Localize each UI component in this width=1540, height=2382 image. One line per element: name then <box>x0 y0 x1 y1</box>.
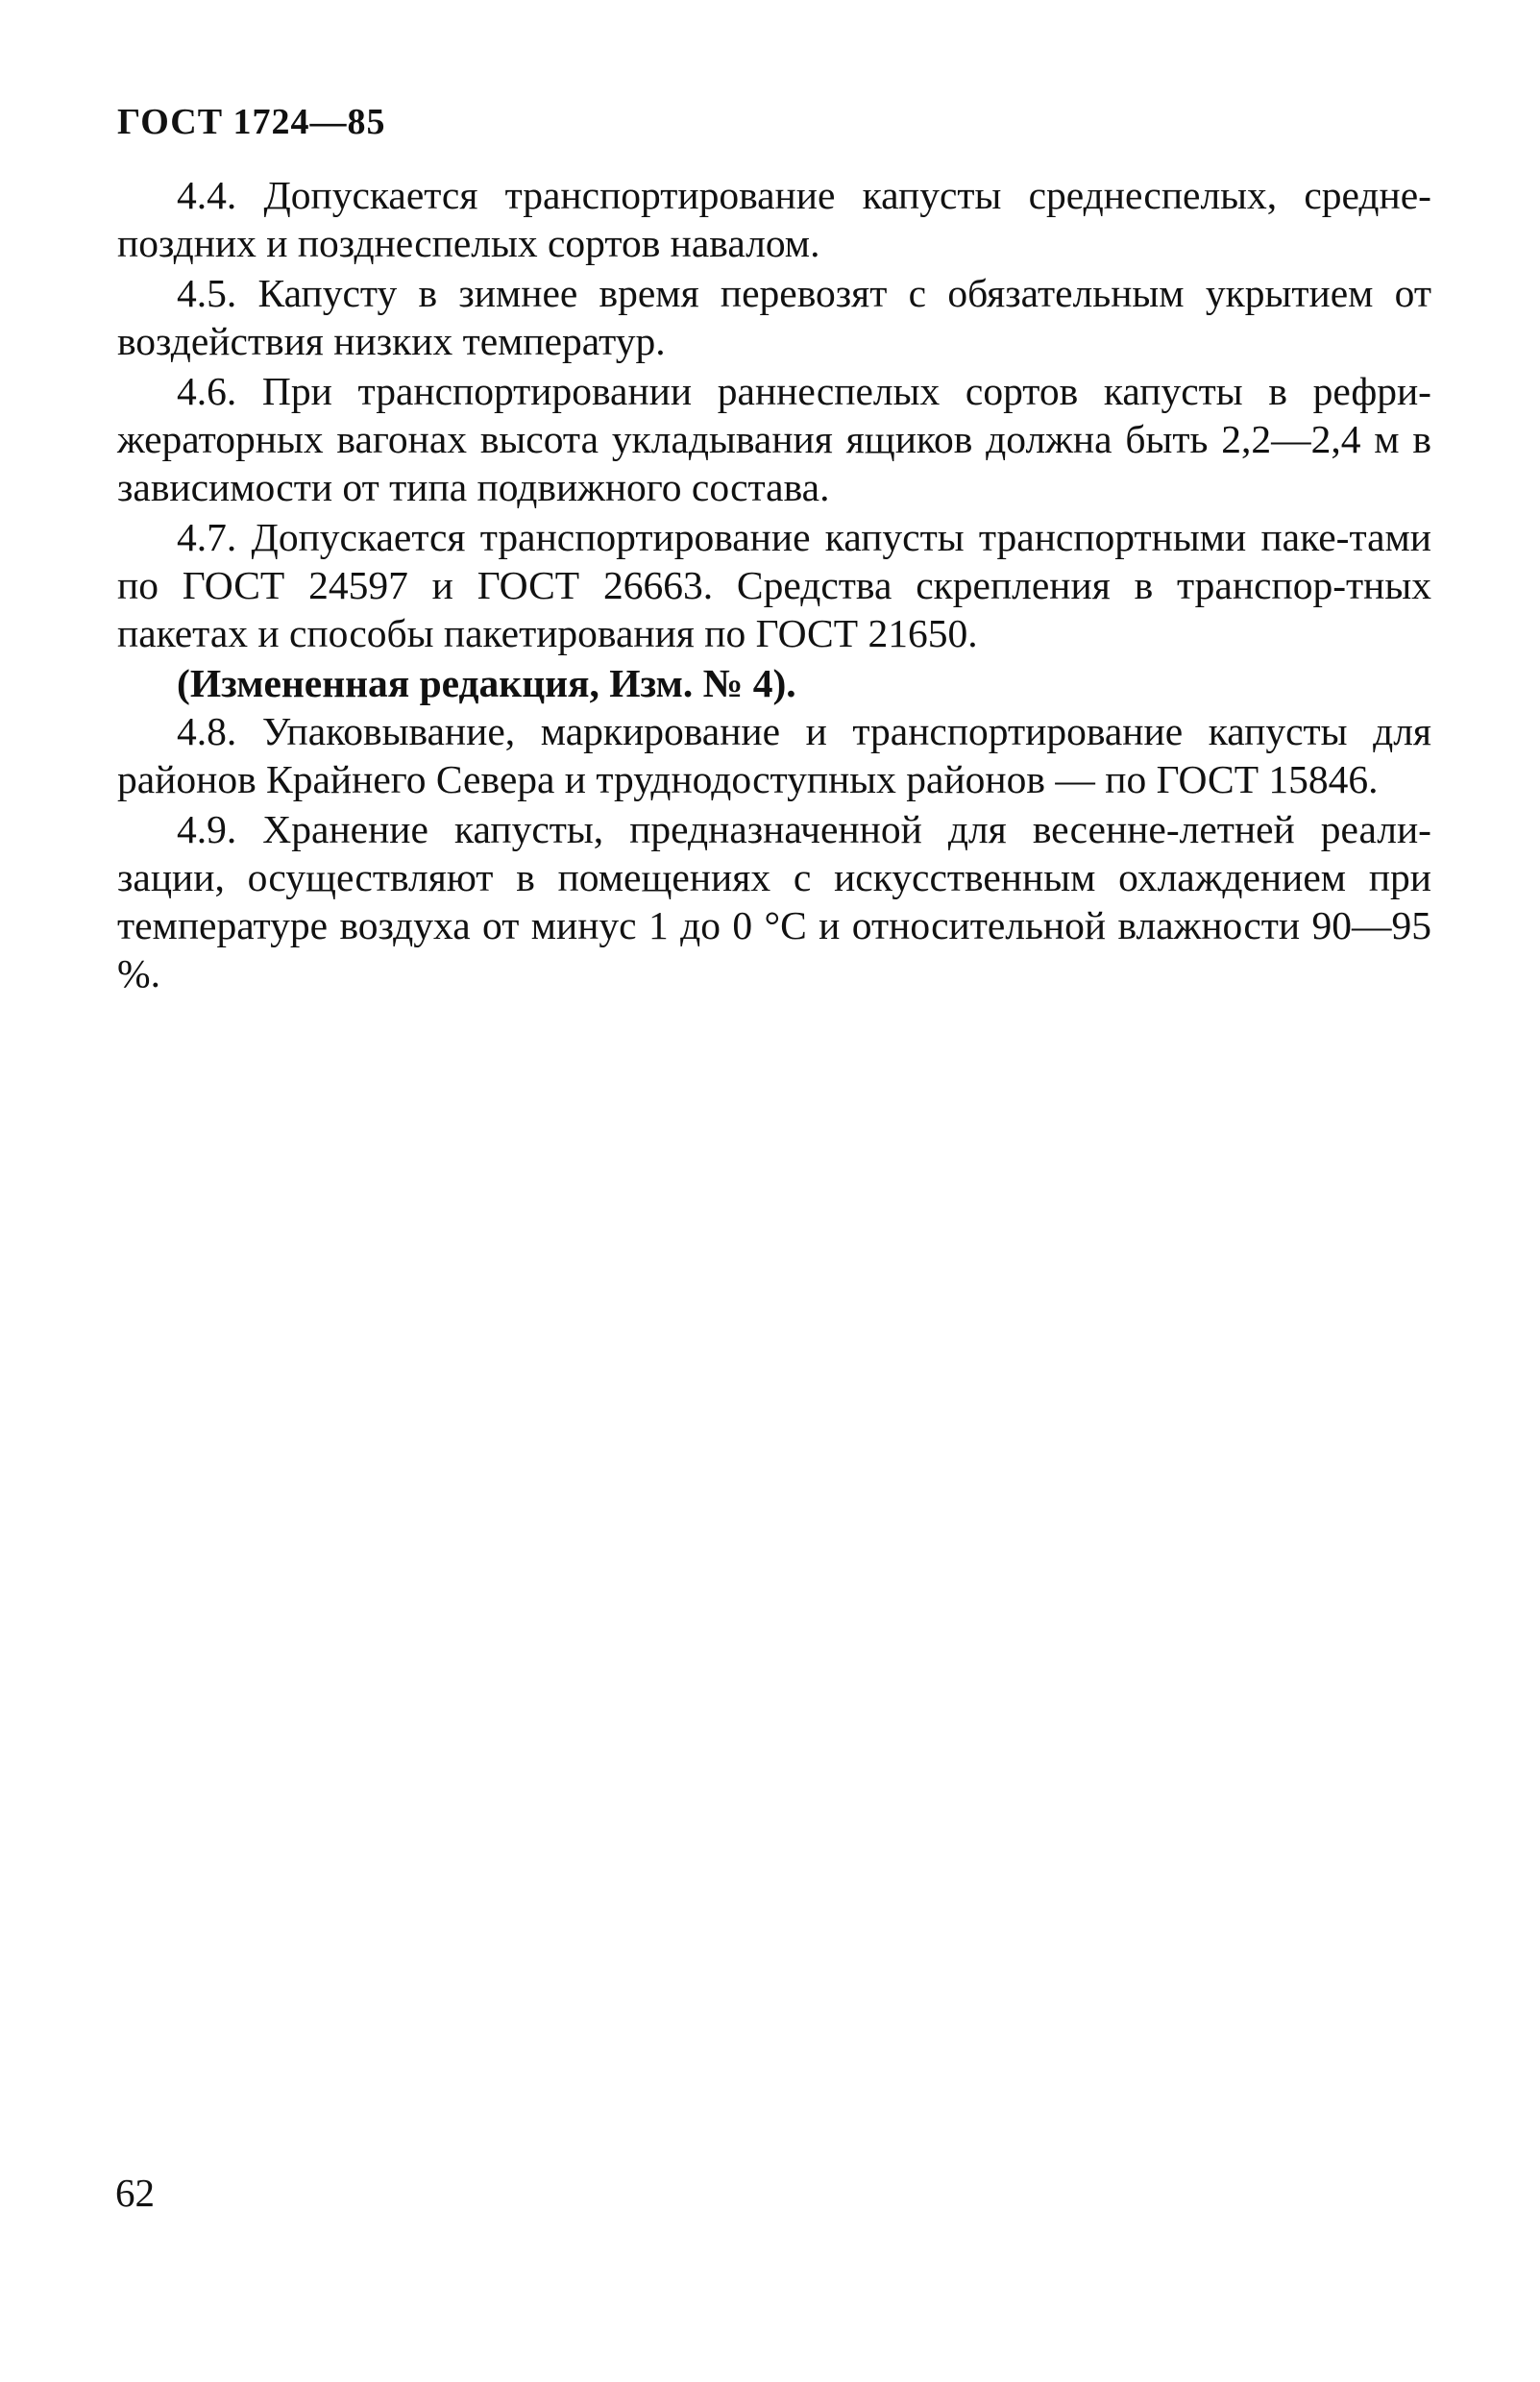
paragraph-4-6: 4.6. При транспортировании раннеспелых сортов капусты в рефри-жераторных вагонах высота укладывания ящиков должна быть 2,2—2,4 м в зависимости от типа подвижного состава. <box>117 369 1431 509</box>
document-body <box>117 171 1431 997</box>
page-number: 62 <box>115 2171 155 2215</box>
paragraph-4-9: 4.9. Хранение капусты, предназначенной для весенне-летней реали-зации, осуществляют в помещениях с искусственным охлаждением при температуре воздуха от минус 1 до 0 °С и относительной влажности 90—95 %. <box>117 807 1431 995</box>
paragraph-4-8: 4.8. Упаковывание, маркирование и транспортирование капусты для районов Крайнего Севера и труднодоступных районов — по ГОСТ 15846. <box>117 709 1431 801</box>
amendment-note: (Измененная редакция, Изм. № 4). <box>177 661 796 705</box>
document-header: ГОСТ 1724—85 <box>117 102 386 142</box>
paragraph-4-5: 4.5. Капусту в зимнее время перевозят с обязательным укрытием от воздействия низких температур. <box>117 271 1431 363</box>
paragraph-4-7: 4.7. Допускается транспортирование капусты транспортными паке-тами по ГОСТ 24597 и ГОСТ 26663. Средства скрепления в транспор-тных пакетах и способы пакетирования по ГОСТ 21650. <box>117 515 1431 655</box>
paragraph-4-4: 4.4. Допускается транспортирование капусты среднеспелых, средне-поздних и позднеспелых сортов навалом. <box>117 173 1431 265</box>
